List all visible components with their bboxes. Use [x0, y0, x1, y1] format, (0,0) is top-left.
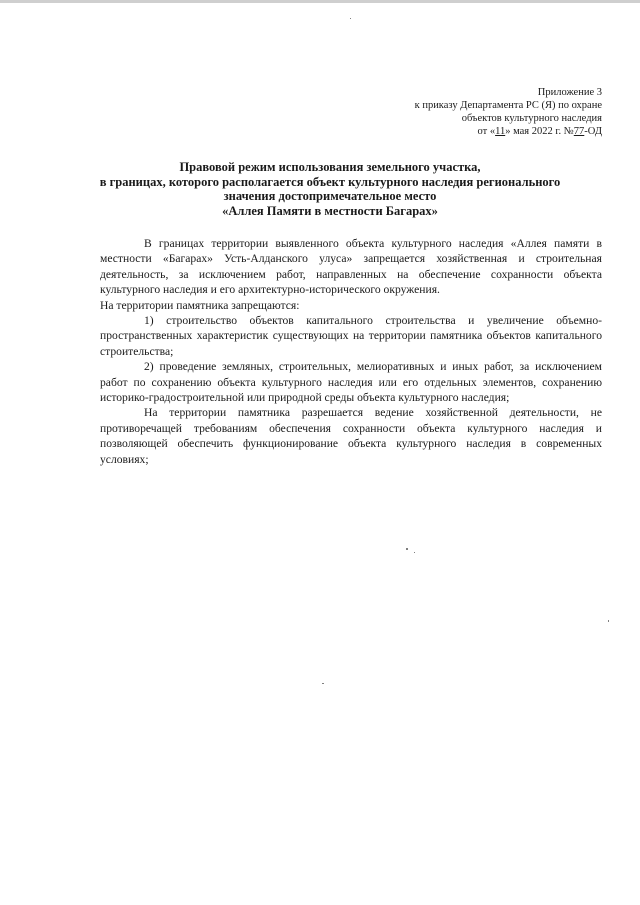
- paragraph-permitted: На территории памятника разрешается ведение хозяйственной деятельности, не противоречащей требованиям обеспечения сохранности объекта культурного наследия и позволяющей обеспечить функционирование объекта культурного наследия в современных условиях;: [100, 406, 602, 466]
- title-line-4: «Аллея Памяти в местности Багарах»: [222, 203, 438, 218]
- document-title: [80, 160, 580, 218]
- paragraph-item-1: 1) строительство объектов капитального строительства и увеличение объемно-пространственных характеристик существующих на территории памятника объектов капитального строительства;: [100, 314, 602, 358]
- title-line-2: в границах, которого располагается объект культурного наследия регионального: [99, 174, 561, 189]
- date-mid: » мая 2022 г. №: [505, 126, 574, 137]
- appendix-number: Приложение 3: [537, 87, 602, 98]
- paragraph-prohibited-heading: На территории памятника запрещаются:: [100, 298, 300, 312]
- scan-speck: [322, 683, 324, 684]
- title-line-1: Правовой режим использования земельного участка,: [179, 160, 481, 174]
- order-reference-cont: объектов культурного наследия: [461, 113, 602, 124]
- paragraph-intro: В границах территории выявленного объекта культурного наследия «Аллея памяти в местности «Багарах» Усть-Алданского улуса» запрещается хозяйственная и строительная деятельность, за исключением работ, направленных на обеспечение сохранности объекта культурного наследия и его архитектурно-исторического окружения.: [100, 237, 602, 297]
- scan-speck: [406, 548, 408, 550]
- order-date-line: [342, 125, 602, 138]
- scan-speck: [608, 620, 609, 622]
- paragraph-item-2: 2) проведение земляных, строительных, мелиоративных и иных работ, за исключением работ по сохранению объекта культурного наследия или его отдельных элементов, сохранению историко-градостроительной или природной среды объекта культурного наследия;: [100, 360, 602, 405]
- date-day: 11: [495, 126, 506, 137]
- date-suffix: -ОД: [584, 126, 602, 137]
- order-reference: к приказу Департамента РС (Я) по охране: [414, 100, 602, 111]
- scan-speck: [414, 552, 415, 553]
- scan-edge: [0, 0, 640, 3]
- document-body: [100, 236, 602, 467]
- scan-speck: [350, 18, 351, 19]
- title-line-3: значения достопримечательное место: [223, 189, 437, 203]
- doc-number: 77: [573, 126, 585, 137]
- appendix-header: [342, 86, 602, 138]
- date-prefix: от «: [477, 126, 496, 137]
